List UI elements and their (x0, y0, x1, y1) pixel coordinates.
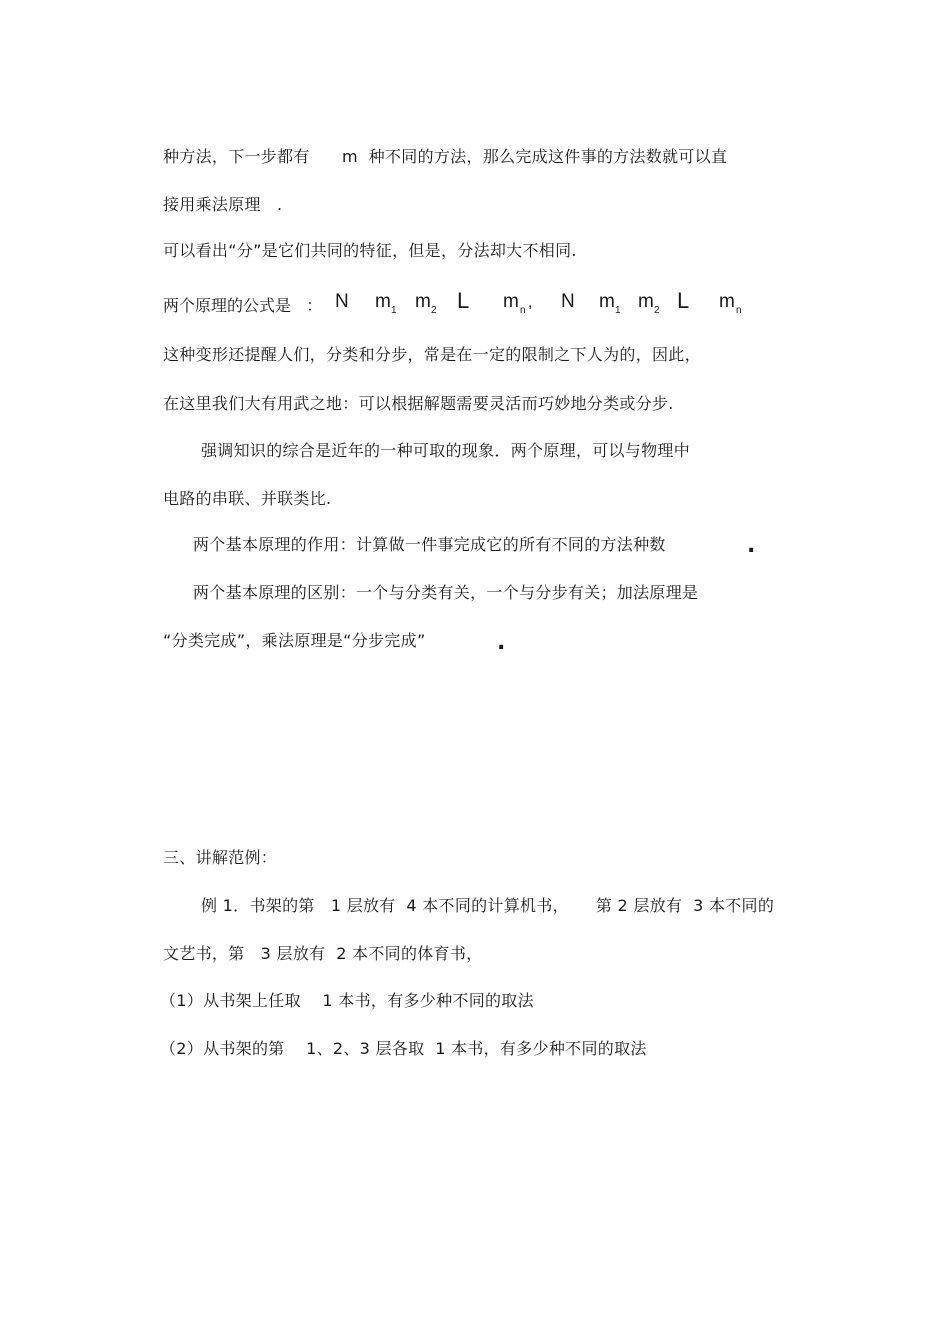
paragraph-line: 两个基本原理的作用：计算做一件事完成它的所有不同的方法种数 (193, 535, 666, 554)
example-line: 文艺书，第 3 层放有 2 本不同的体育书， (163, 944, 483, 963)
section-title: 三、讲解范例： (163, 848, 278, 867)
formula-subscript: 2 (654, 305, 660, 316)
formula-lead-text: 两个原理的公式是 ： (163, 296, 323, 315)
paragraph-line: 在这里我们大有用武之地：可以根据解题需要灵活而巧妙地分类或分步. (163, 394, 674, 413)
formula-symbol-m: m (638, 291, 654, 312)
formula-symbol-m: m (719, 291, 735, 312)
formula-subscript: n (736, 305, 742, 316)
formula-subscript: 1 (391, 305, 397, 316)
formula-symbol-L: L (677, 288, 690, 313)
paragraph-line: 电路的串联、并联类比. (163, 489, 332, 508)
paragraph-line: “分类完成”，乘法原理是“分步完成” (163, 631, 426, 650)
paragraph-line: 种方法，下一步都有 m 种不同的方法，那么完成这件事的方法数就可以直 (163, 147, 728, 166)
formula-symbol-m: m (503, 291, 519, 312)
formula-symbol-N: N (335, 291, 349, 312)
formula-symbol-N: N (561, 291, 575, 312)
question-line: （1）从书架上任取 1 本书，有多少种不同的取法 (160, 991, 534, 1010)
formula-symbol-m: m (375, 291, 391, 312)
formula-subscript: 1 (615, 305, 621, 316)
period-mark: . (497, 630, 506, 655)
formula-subscript: 2 (431, 305, 437, 316)
paragraph-line: 这种变形还提醒人们，分类和分步，常是在一定的限制之下人为的，因此， (163, 345, 701, 364)
formula-comma: , (528, 294, 533, 311)
example-line: 例 1．书架的第 1 层放有 4 本不同的计算机书， 第 2 层放有 3 本不同的 (201, 896, 775, 915)
paragraph-line: 强调知识的综合是近年的一种可取的现象．两个原理，可以与物理中 (201, 441, 691, 460)
formula-line (163, 288, 783, 328)
formula-symbol-m: m (415, 291, 431, 312)
paragraph-line: 两个基本原理的区别：一个与分类有关，一个与分步有关；加法原理是 (193, 583, 699, 602)
paragraph-line: 可以看出“分”是它们共同的特征，但是，分法却大不相同. (163, 241, 577, 260)
question-line: （2）从书架的第 1、2、3 层各取 1 本书，有多少种不同的取法 (160, 1039, 647, 1058)
formula-subscript: n (520, 305, 526, 316)
formula-symbol-L: L (457, 288, 470, 313)
period-mark: . (747, 533, 756, 558)
paragraph-line: 接用乘法原理 . (163, 195, 283, 214)
formula-symbol-m: m (599, 291, 615, 312)
